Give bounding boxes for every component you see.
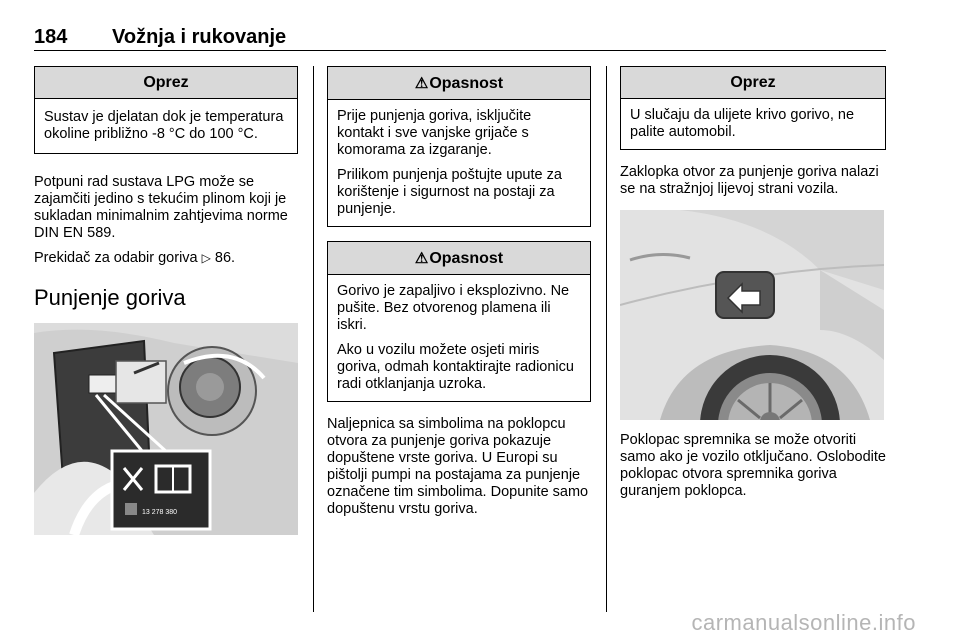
warning-triangle-icon: ⚠ — [414, 250, 429, 267]
warning-triangle-icon: ⚠ — [414, 75, 429, 92]
column-divider — [606, 66, 607, 612]
danger-box-2 — [327, 241, 591, 402]
caution-box-wrong-fuel — [620, 66, 886, 150]
danger-2-paragraph-1: Gorivo je zapaljivo i eksplozivno. Ne pušite. Bez otvorenog plamena ili iskri. — [337, 283, 570, 333]
page-ref-icon: ▷ — [201, 251, 211, 265]
danger-1-paragraph-2: Prilikom punjenja poštujte upute za korištenje i sigurnost na postaji za punjenje. — [337, 167, 562, 217]
car-rear-figure — [620, 210, 884, 420]
danger-title-2 — [328, 242, 590, 275]
fuel-label-paragraph: Naljepnica sa simbolima na poklopcu otvora za punjenje goriva pokazuje dopuštene vrste goriva. U Europi su pištolji pumpi na postajama za punjenje označene tim simbolima. Dopunite samo dopuštenu vrstu goriva. — [327, 416, 589, 517]
danger-body-2 — [328, 275, 590, 401]
caution-title: Oprez — [621, 67, 885, 99]
column-1 — [34, 66, 298, 535]
danger-title-text: Opasnost — [429, 75, 504, 92]
danger-1-paragraph-1: Prije punjenja goriva, isključite kontakt i sve vanjske grijače s komorama za izgaranje. — [337, 108, 532, 158]
column-3 — [620, 66, 886, 508]
section-heading: Punjenje goriva — [34, 285, 186, 310]
fuel-flap-illustration — [34, 323, 298, 535]
flap-location-paragraph: Zaklopka otvor za punjenje goriva nalazi se na stražnjoj lijevoj strani vozila. — [620, 164, 879, 197]
caution-text: Sustav je djelatan dok je temperatura okoline približno -8 °C do 100 °C. — [44, 109, 284, 142]
page-header — [34, 26, 886, 51]
danger-box-1 — [327, 66, 591, 227]
lpg-paragraph: Potpuni rad sustava LPG može se zajamčiti jedino s tekućim plinom koji je sukladan minimalnim zahtjevima norme DIN EN 589. — [34, 174, 288, 241]
caution-box — [34, 66, 298, 154]
column-divider — [313, 66, 314, 612]
car-fuel-flap-illustration — [620, 210, 884, 420]
danger-title-text: Opasnost — [429, 250, 504, 267]
fuel-selector-paragraph — [34, 250, 298, 267]
unlock-paragraph: Poklopac spremnika se može otvoriti samo ako je vozilo otključano. Oslobodite poklopac otvora spremnika goriva guranjem poklopca. — [620, 432, 886, 499]
fuel-flap-label-figure — [34, 323, 298, 535]
danger-title-1 — [328, 67, 590, 100]
fuel-selector-ref: 86. — [214, 250, 236, 266]
danger-2-paragraph-2: Ako u vozilu možete osjeti miris goriva, odmah kontaktirajte radionicu radi otklanjanja uzroka. — [337, 342, 574, 392]
watermark: carmanualsonline.info — [691, 610, 916, 635]
caution-text: U slučaju da ulijete krivo gorivo, ne palite automobil. — [630, 107, 855, 140]
page-number: 184 — [34, 26, 68, 48]
fuel-selector-text: Prekidač za odabir goriva — [34, 250, 198, 266]
caution-title: Oprez — [35, 67, 297, 99]
figure-label-code: 13 278 380 — [142, 509, 178, 516]
column-2 — [327, 66, 591, 526]
page-title: Vožnja i rukovanje — [112, 26, 287, 48]
danger-body-1 — [328, 100, 590, 226]
